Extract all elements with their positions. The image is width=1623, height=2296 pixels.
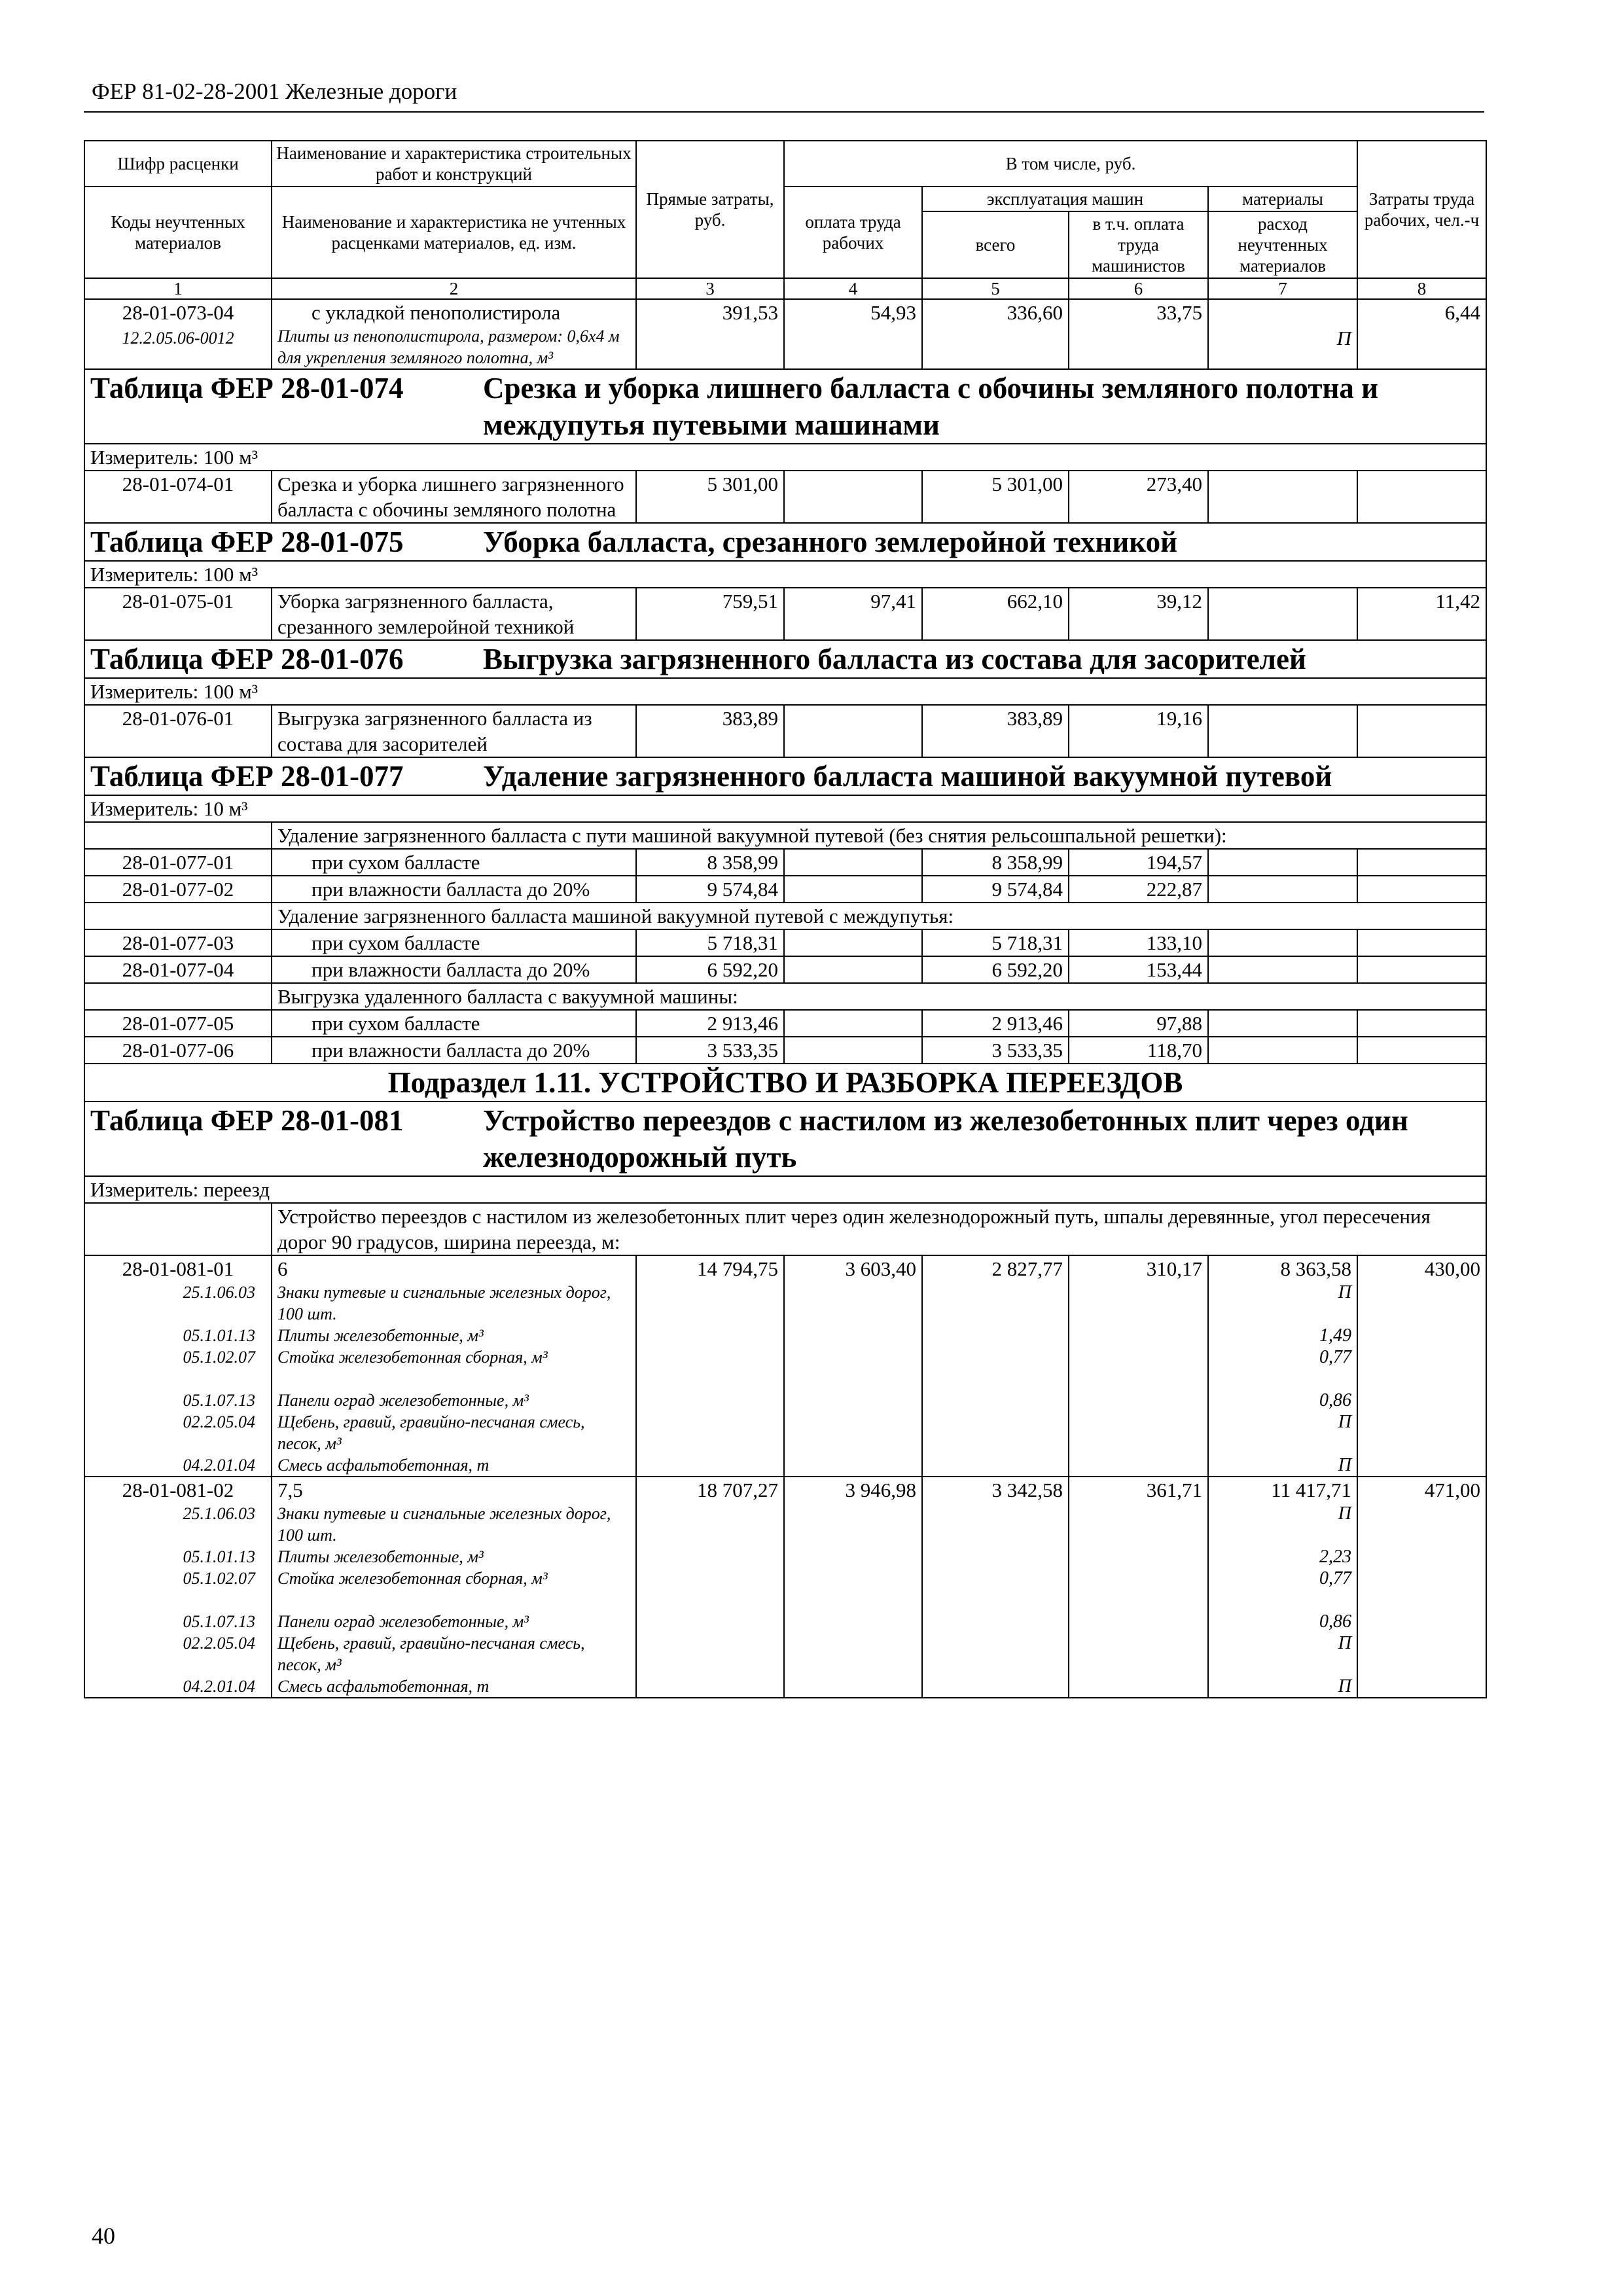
material-name: Смесь асфальтобетонная, т [277, 1677, 490, 1696]
table-title-row [84, 640, 1486, 678]
machine-cost: 336,60 [922, 299, 1069, 369]
table-label: Таблица ФЕР 28-01-081 [90, 1104, 404, 1137]
labor-cost: 3 946,98 [784, 1477, 922, 1698]
rate-code: 28-01-076-01 [84, 705, 272, 757]
section-row [84, 1064, 1486, 1102]
machinist-cost: 97,88 [1069, 1010, 1208, 1037]
rate-name: при сухом балласте [272, 1010, 636, 1037]
table-label: Таблица ФЕР 28-01-074 [90, 372, 404, 404]
machinist-cost: 273,40 [1069, 471, 1208, 523]
machine-cost: 2 827,77 [922, 1255, 1069, 1477]
table-label: Таблица ФЕР 28-01-075 [90, 526, 404, 558]
col-direct-header: Прямые затраты, руб. [636, 141, 784, 278]
table-title: Устройство переездов с настилом из железобетонных плит через один железнодорожный путь [483, 1104, 1408, 1174]
machine-cost: 2 913,46 [922, 1010, 1069, 1037]
rate-code: 28-01-077-01 [84, 849, 272, 876]
rate-code: 28-01-077-03 [84, 929, 272, 956]
col-incl-header: В том числе, руб. [784, 141, 1357, 187]
measure-row [84, 795, 1486, 822]
material-code: 25.1.06.03 [183, 1504, 255, 1523]
col-name-header: Наименование и характеристика строительных работ и конструкций [272, 141, 636, 187]
machine-cost: 383,89 [922, 705, 1069, 757]
rate-name: при влажности балласта до 20% [272, 1037, 636, 1064]
measure: Измеритель: 100 м³ [84, 561, 1486, 588]
table-title-row [84, 523, 1486, 561]
rate-code: 28-01-077-04 [84, 956, 272, 983]
col-num: 5 [922, 278, 1069, 299]
table-row [84, 1477, 1486, 1698]
material-code: 05.1.01.13 [183, 1326, 255, 1345]
table-title: Уборка балласта, срезанного землеройной техникой [483, 526, 1178, 558]
col-codes-header: Коды неучтенных материалов [84, 187, 272, 278]
group-row [84, 983, 1486, 1010]
measure-row [84, 1176, 1486, 1203]
col-mach-total-header: всего [922, 211, 1069, 278]
material-value: П [1338, 1503, 1352, 1524]
material-value: 0,86 [1319, 1611, 1352, 1632]
rate-code: 28-01-077-02 [84, 876, 272, 903]
rate-name: Уборка загрязненного балласта, срезанного землеройной техникой [272, 588, 636, 640]
rate-name: 7,5 [277, 1479, 303, 1501]
material-name: Щебень, гравий, гравийно-песчаная смесь, песок, м³ [277, 1634, 585, 1674]
direct-cost: 5 718,31 [636, 929, 784, 956]
measure-row [84, 561, 1486, 588]
group-row [84, 822, 1486, 849]
col-mat2-header: расход неучтенных материалов [1208, 211, 1357, 278]
material-code: 05.1.07.13 [183, 1612, 255, 1631]
measure: Измеритель: 100 м³ [84, 444, 1486, 471]
machinist-cost: 153,44 [1069, 956, 1208, 983]
table-title-row [84, 1102, 1486, 1176]
table-title: Срезка и уборка лишнего балласта с обочины земляного полотна и междупутья путевыми машинами [483, 372, 1379, 441]
table-row [84, 929, 1486, 956]
materials-cell [1208, 1255, 1357, 1477]
rate-code: 28-01-081-01 [122, 1257, 234, 1280]
table-row [84, 876, 1486, 903]
labor-cost: 3 603,40 [784, 1255, 922, 1477]
rate-name: с укладкой пенополистирола Плиты из пенополистирола, размером: 0,6х4 м для укрепления земляного полотна, м³ [272, 299, 636, 369]
material-code: 05.1.07.13 [183, 1391, 255, 1410]
table-title: Выгрузка загрязненного балласта из состава для засорителей [483, 643, 1306, 675]
column-numbers-row [84, 278, 1486, 299]
rate-code-cell [84, 1477, 272, 1698]
col-mach-header: эксплуатация машин [922, 187, 1208, 211]
material-name: Щебень, гравий, гравийно-песчаная смесь, песок, м³ [277, 1412, 585, 1453]
machine-cost: 3 342,58 [922, 1477, 1069, 1698]
material-code: 02.2.05.04 [183, 1412, 255, 1431]
rate-code: 28-01-081-02 [122, 1479, 234, 1501]
material-value: П [1338, 1282, 1352, 1302]
direct-cost: 6 592,20 [636, 956, 784, 983]
col-num: 6 [1069, 278, 1208, 299]
direct-cost: 5 301,00 [636, 471, 784, 523]
table-title-row [84, 757, 1486, 795]
machinist-cost: 310,17 [1069, 1255, 1208, 1477]
materials-cost: 11 417,71 [1271, 1479, 1352, 1501]
machine-cost: 8 358,99 [922, 849, 1069, 876]
section-title: Подраздел 1.11. УСТРОЙСТВО И РАЗБОРКА ПЕРЕЕЗДОВ [84, 1064, 1486, 1102]
measure: Измеритель: 10 м³ [84, 795, 1486, 822]
group-caption: Удаление загрязненного балласта машиной вакуумной путевой с междупутья: [272, 903, 1486, 929]
machine-cost: 9 574,84 [922, 876, 1069, 903]
machine-cost: 5 718,31 [922, 929, 1069, 956]
col-name2-header: Наименование и характеристика не учтенных расценками материалов, ед. изм. [272, 187, 636, 278]
rate-name: при сухом балласте [272, 849, 636, 876]
rate-code: 28-01-077-06 [84, 1037, 272, 1064]
rate-name: Выгрузка загрязненного балласта из состава для засорителей [272, 705, 636, 757]
machinist-cost: 19,16 [1069, 705, 1208, 757]
col-num: 4 [784, 278, 922, 299]
rate-code: 28-01-073-04 12.2.05.06-0012 [84, 299, 272, 369]
labor-hours: 6,44 [1357, 299, 1486, 369]
material-code: 04.2.01.04 [183, 1677, 255, 1696]
material-value: 2,23 [1319, 1547, 1352, 1567]
direct-cost: 3 533,35 [636, 1037, 784, 1064]
material-value: 1,49 [1319, 1325, 1352, 1346]
table-row [84, 1010, 1486, 1037]
measure-row [84, 444, 1486, 471]
material-value: П [1338, 1633, 1352, 1653]
direct-cost: 391,53 [636, 299, 784, 369]
material-value: П [1338, 1676, 1352, 1696]
direct-cost: 383,89 [636, 705, 784, 757]
group-caption: Устройство переездов с настилом из железобетонных плит через один железнодорожный путь, шпалы деревянные, угол пересечения дорог 90 градусов, ширина переезда, м: [272, 1203, 1486, 1255]
col-num: 7 [1208, 278, 1357, 299]
material-name: Стойка железобетонная сборная, м³ [277, 1348, 548, 1367]
material-code: 05.1.02.07 [183, 1348, 255, 1367]
table-row [84, 299, 1486, 369]
rate-name: при влажности балласта до 20% [272, 876, 636, 903]
col-num: 2 [272, 278, 636, 299]
machinist-cost: 133,10 [1069, 929, 1208, 956]
labor-hours: 471,00 [1357, 1477, 1486, 1698]
rate-name: Срезка и уборка лишнего загрязненного балласта с обочины земляного полотна [272, 471, 636, 523]
machine-cost: 3 533,35 [922, 1037, 1069, 1064]
materials-cell [1208, 1477, 1357, 1698]
rate-code: 28-01-077-05 [84, 1010, 272, 1037]
rate-name-cell [272, 1255, 636, 1477]
col-cost-header: Затраты труда рабочих, чел.-ч [1357, 141, 1486, 278]
table-row [84, 588, 1486, 640]
header-rule [84, 111, 1484, 113]
machinist-cost: 361,71 [1069, 1477, 1208, 1698]
material-name: Плиты железобетонные, м³ [277, 1326, 484, 1345]
col-num: 3 [636, 278, 784, 299]
material-value: 0,86 [1319, 1390, 1352, 1410]
col-num: 1 [84, 278, 272, 299]
machine-cost: 662,10 [922, 588, 1069, 640]
material-name: Смесь асфальтобетонная, т [277, 1456, 490, 1475]
material-name: Стойка железобетонная сборная, м³ [277, 1569, 548, 1588]
rate-name: при влажности балласта до 20% [272, 956, 636, 983]
machinist-cost: 118,70 [1069, 1037, 1208, 1064]
material-value: 0,77 [1319, 1347, 1352, 1367]
table-title-row [84, 369, 1486, 444]
rate-code: 28-01-074-01 [84, 471, 272, 523]
machinist-cost: 194,57 [1069, 849, 1208, 876]
material-value: 0,77 [1319, 1568, 1352, 1588]
page-header: ФЕР 81-02-28-2001 Железные дороги [92, 79, 457, 104]
rate-code: 28-01-075-01 [84, 588, 272, 640]
direct-cost: 2 913,46 [636, 1010, 784, 1037]
machinist-cost: 33,75 [1069, 299, 1208, 369]
group-caption: Выгрузка удаленного балласта с вакуумной машины: [272, 983, 1486, 1010]
material-code: 04.2.01.04 [183, 1456, 255, 1475]
labor-cost: 97,41 [784, 588, 922, 640]
material-name: Знаки путевые и сигнальные железных дорог, 100 шт. [277, 1283, 611, 1323]
material-code: 05.1.02.07 [183, 1569, 255, 1588]
table-row [84, 956, 1486, 983]
machinist-cost: 39,12 [1069, 588, 1208, 640]
labor-cost: 54,93 [784, 299, 922, 369]
machinist-cost: 222,87 [1069, 876, 1208, 903]
table-row [84, 705, 1486, 757]
col-code-header: Шифр расценки [84, 141, 272, 187]
machine-cost: 6 592,20 [922, 956, 1069, 983]
labor-hours: 11,42 [1357, 588, 1486, 640]
material-value: П [1338, 1455, 1352, 1475]
materials-cost: П [1208, 299, 1357, 369]
rate-code-cell [84, 1255, 272, 1477]
direct-cost: 759,51 [636, 588, 784, 640]
material-code: 05.1.01.13 [183, 1547, 255, 1566]
measure-row [84, 678, 1486, 705]
direct-cost: 8 358,99 [636, 849, 784, 876]
direct-cost: 9 574,84 [636, 876, 784, 903]
table-row [84, 471, 1486, 523]
rate-name-cell [272, 1477, 636, 1698]
direct-cost: 18 707,27 [636, 1477, 784, 1698]
group-row [84, 903, 1486, 929]
group-caption: Удаление загрязненного балласта с пути машиной вакуумной путевой (без снятия рельсошпальной решетки): [272, 822, 1486, 849]
rate-name: при сухом балласте [272, 929, 636, 956]
page-number: 40 [92, 2223, 115, 2249]
rates-table [84, 140, 1487, 1698]
measure: Измеритель: 100 м³ [84, 678, 1486, 705]
table-row [84, 849, 1486, 876]
labor-hours: 430,00 [1357, 1255, 1486, 1477]
materials-cost: 8 363,58 [1280, 1257, 1352, 1280]
material-value: П [1338, 1412, 1352, 1432]
material-name: Знаки путевые и сигнальные железных дорог, 100 шт. [277, 1504, 611, 1545]
material-name: Панели оград железобетонные, м³ [277, 1612, 529, 1631]
table-title: Удаление загрязненного балласта машиной вакуумной путевой [483, 760, 1332, 793]
material-name: Панели оград железобетонные, м³ [277, 1391, 529, 1410]
material-name: Плиты железобетонные, м³ [277, 1547, 484, 1566]
table-label: Таблица ФЕР 28-01-076 [90, 643, 404, 675]
measure: Измеритель: переезд [84, 1176, 1486, 1203]
table-row [84, 1037, 1486, 1064]
group-row [84, 1203, 1486, 1255]
rate-name: 6 [277, 1257, 288, 1280]
table-label: Таблица ФЕР 28-01-077 [90, 760, 404, 793]
col-num: 8 [1357, 278, 1486, 299]
col-mach-labor-header: в т.ч. оплата труда машинистов [1069, 211, 1208, 278]
direct-cost: 14 794,75 [636, 1255, 784, 1477]
machine-cost: 5 301,00 [922, 471, 1069, 523]
material-code: 25.1.06.03 [183, 1283, 255, 1302]
material-code: 02.2.05.04 [183, 1634, 255, 1653]
col-mat-header: материалы [1208, 187, 1357, 211]
col-labor-header: оплата труда рабочих [784, 187, 922, 278]
table-row [84, 1255, 1486, 1477]
